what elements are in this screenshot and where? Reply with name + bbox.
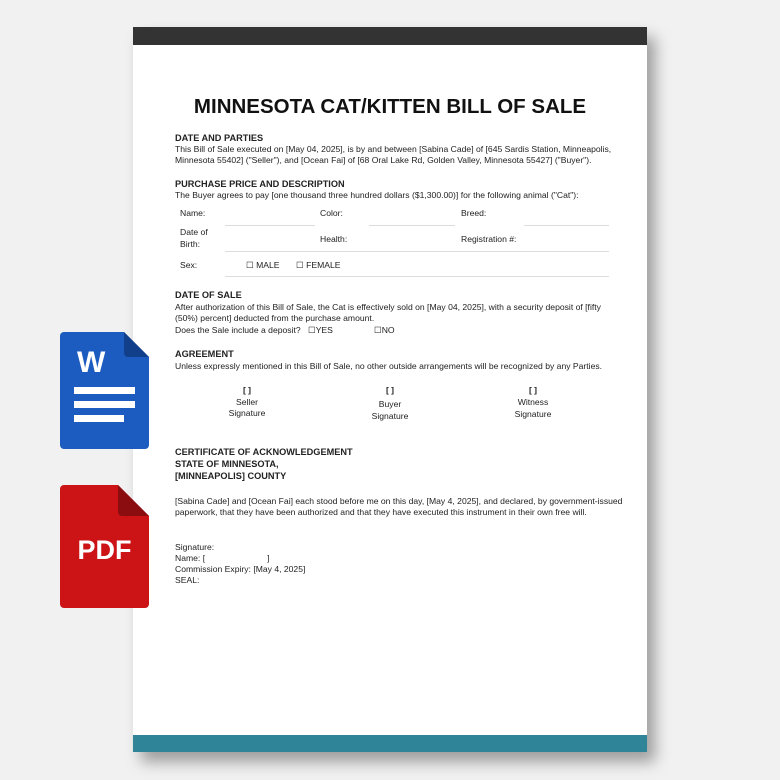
breed-field[interactable] xyxy=(524,225,609,226)
sex-field-line xyxy=(225,276,609,277)
seller-signature-field[interactable]: [ ] xyxy=(242,385,252,395)
section-heading: CERTIFICATE OF ACKNOWLEDGEMENT xyxy=(175,447,353,457)
footer-bar xyxy=(133,735,647,752)
label-health: Health: xyxy=(320,234,348,244)
document-page xyxy=(133,27,647,752)
signature-label: Signature xyxy=(514,409,552,419)
paragraph: After authorization of this Bill of Sale, the Cat is effectively sold on [May 04, 2025], with a security deposit of [fifty xyxy=(175,302,601,312)
section-heading: DATE OF SALE xyxy=(175,290,242,300)
paragraph: Unless expressly mentioned in this Bill of Sale, no other outside arrangements will be recognized by any Parties. xyxy=(175,361,603,371)
witness-signature-field[interactable]: [ ] xyxy=(528,385,538,395)
label-name: Name: xyxy=(180,208,206,218)
seal-label: SEAL: xyxy=(175,575,200,585)
header-bar xyxy=(133,27,647,45)
paragraph: Minnesota 55402] ("Seller"), and [Ocean Fai] of [68 Oral Lake Rd, Golden Valley, Minnesota 55427] ("Buyer"). xyxy=(175,155,592,165)
deposit-question: Does the Sale include a deposit? xyxy=(175,325,301,335)
section-heading: PURCHASE PRICE AND DESCRIPTION xyxy=(175,179,345,189)
buyer-signature-field[interactable]: [ ] xyxy=(385,385,395,395)
dob-health-registration-field[interactable] xyxy=(225,251,609,252)
label-registration: Registration #: xyxy=(461,234,517,244)
pdf-file-icon xyxy=(60,485,149,608)
paragraph: The Buyer agrees to pay [one thousand three hundred dollars ($1,300.00)] for the following animal ("Cat"): xyxy=(175,190,579,200)
color-field[interactable] xyxy=(369,225,455,226)
notary-name: Name: [ ] xyxy=(175,553,270,563)
signature-label: Signature xyxy=(228,408,266,418)
pdf-label: PDF xyxy=(77,535,132,565)
yes-checkbox[interactable]: ☐YES xyxy=(308,325,333,335)
female-checkbox[interactable]: ☐ FEMALE xyxy=(296,260,341,270)
section-heading: STATE OF MINNESOTA, xyxy=(175,459,279,469)
section-heading: DATE AND PARTIES xyxy=(175,133,264,143)
paragraph: paperwork, that they have been authorized and that they have executed this instrument in their own free will. xyxy=(175,507,587,517)
paragraph: [Sabina Cade] and [Ocean Fai] each stood before me on this day, [May 4, 2025], and declared, by government-issued xyxy=(175,496,623,506)
male-checkbox[interactable]: ☐ MALE xyxy=(246,260,280,270)
label-sex: Sex: xyxy=(180,260,198,270)
section-heading: AGREEMENT xyxy=(175,349,234,359)
witness-label: Witness xyxy=(517,397,549,407)
section-heading: [MINNEAPOLIS] COUNTY xyxy=(175,471,287,481)
name-field[interactable] xyxy=(225,225,315,226)
paragraph: (50%) percent] deducted from the purchase amount. xyxy=(175,313,375,323)
seller-label: Seller xyxy=(236,397,258,407)
label-color: Color: xyxy=(320,208,343,218)
buyer-label: Buyer xyxy=(378,399,402,409)
commission-expiry: Commission Expiry: [May 4, 2025] xyxy=(175,564,306,574)
paragraph: This Bill of Sale executed on [May 04, 2025], is by and between [Sabina Cade] of [645 Sardis Station, Minneapolis, xyxy=(175,144,612,154)
page-title: MINNESOTA CAT/KITTEN BILL OF SALE xyxy=(193,95,587,118)
label-breed: Breed: xyxy=(461,208,487,218)
word-file-icon xyxy=(60,332,149,449)
notary-signature: Signature: xyxy=(175,542,215,552)
signature-label: Signature xyxy=(371,411,409,421)
word-letter: W xyxy=(77,346,106,379)
label-dob: Birth: xyxy=(180,239,201,249)
no-checkbox[interactable]: ☐NO xyxy=(374,325,395,335)
label-dob: Date of xyxy=(180,227,208,237)
